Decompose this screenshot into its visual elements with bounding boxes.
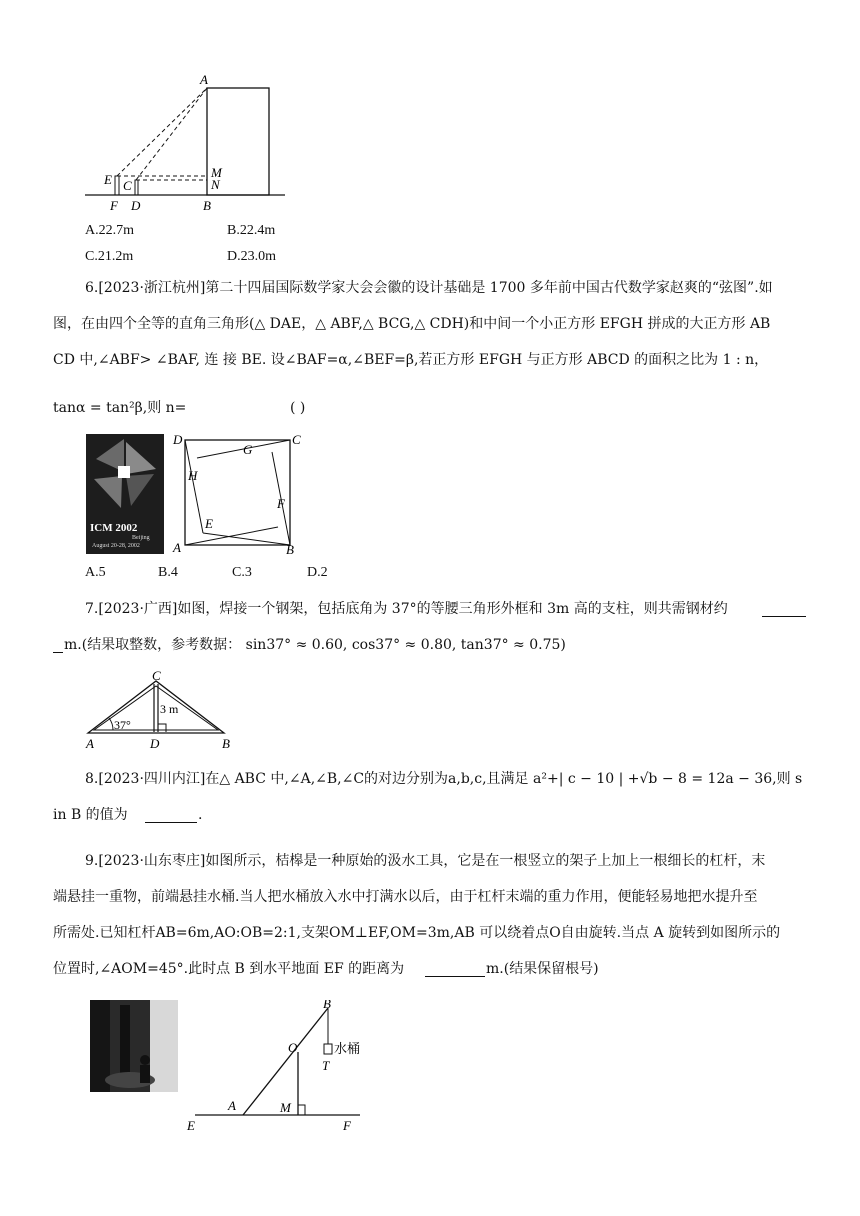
label-b: B [203, 198, 211, 213]
label-c: C [152, 668, 161, 683]
q5-option-a[interactable]: A.22.7m [85, 223, 134, 238]
label-d: D [150, 736, 160, 750]
bucket-label: 水桶 [334, 1042, 361, 1057]
q6-option-a[interactable]: A.5 [85, 565, 106, 580]
q9-text-line4-end: m.(结果保留根号) [486, 961, 599, 977]
label-a: A [200, 72, 208, 87]
q6-option-b[interactable]: B.4 [158, 565, 178, 580]
label-c: C [292, 432, 301, 447]
label-e: E [104, 172, 112, 187]
pinwheel-icon [86, 434, 164, 554]
label-b: B [286, 542, 294, 557]
logo-title: ICM 2002 [90, 522, 138, 534]
q6-option-d[interactable]: D.2 [307, 565, 328, 580]
height-label: 3 m [160, 702, 179, 716]
q7-text-line1: 7.[2023·广西]如图，焊接一个钢架，包括底角为 37°的等腰三角形外框和 3m 高的支柱，则共需钢材约 [85, 601, 728, 617]
q6-text-line1: 6.[2023·浙江杭州]第二十四届国际数学家大会会徽的设计基础是 1700 多年前中国古代数学家赵爽的“弦图”.如 [85, 280, 773, 296]
label-f: F [277, 496, 285, 511]
q9-text-line4: 位置时,∠AOM=45°.此时点 B 到水平地面 EF 的距离为 [53, 961, 405, 977]
label-d: D [131, 198, 141, 213]
q9-text-line1: 9.[2023·山东枣庄]如图所示，桔槔是一种原始的汲水工具，它是在一根竖立的架子上加上一根细长的杠杆，末 [85, 853, 766, 869]
q5-option-b[interactable]: B.22.4m [227, 223, 276, 238]
q7-answer-blank-2[interactable] [53, 651, 63, 653]
well-sweep-photo [90, 1000, 178, 1092]
label-m: M [280, 1100, 291, 1115]
well-sweep-image [90, 1000, 178, 1092]
label-m: M [211, 165, 222, 180]
label-t: T [322, 1058, 330, 1073]
q6-figure [170, 430, 310, 560]
q8-text-line2: in B 的值为 [53, 807, 128, 823]
q9-text-line2: 端悬挂一重物，前端悬挂水桶.当人把水桶放入水中打满水以后，由于杠杆末端的重力作用，便能轻易地把水提升至 [53, 889, 758, 905]
label-b: B [323, 1000, 331, 1011]
q6-answer-paren: ( ) [290, 400, 306, 416]
q6-text-line2: 图，在由四个全等的直角三角形(△ DAE，△ ABF,△ BCG,△ CDH)和中间一个小正方形 EFGH 拼成的大正方形 AB [53, 316, 771, 332]
label-f: F [343, 1118, 351, 1133]
q8-answer-blank[interactable] [145, 821, 197, 823]
q7-figure [80, 668, 250, 750]
label-h: H [188, 468, 198, 483]
q9-answer-blank[interactable] [425, 975, 485, 977]
logo-city: Beijing [132, 535, 150, 541]
q6-option-c[interactable]: C.3 [232, 565, 252, 580]
label-d: D [173, 432, 183, 447]
q9-text-line3: 所需处.已知杠杆AB=6m,AO:OB=2:1,支架OM⊥EF,OM=3m,AB 可以绕着点O自由旋转.当点 A 旋转到如图所示的 [53, 925, 781, 941]
angle-label: 37° [114, 718, 131, 732]
q5-figure [85, 70, 285, 215]
q9-figure [185, 1000, 365, 1135]
label-f: F [110, 198, 118, 213]
q6-text-line3: CD 中,∠ABF> ∠BAF, 连 接 BE. 设∠BAF=α,∠BEF=β,若正方形 EFGH 与正方形 ABCD 的面积之比为 1 : n， [53, 352, 769, 368]
q5-option-c[interactable]: C.21.2m [85, 249, 134, 264]
label-e: E [187, 1118, 195, 1133]
label-c: C [123, 178, 132, 193]
icm-2002-logo [86, 434, 164, 554]
label-o: O [288, 1040, 298, 1055]
q8-text-line1: 8.[2023·四川内江]在△ ABC 中,∠A,∠B,∠C的对边分别为a,b,c,且满足 a²+| c − 10 | +√b − 8 = 12a − 36,则 s [85, 771, 803, 787]
q6-text-line4: tanα = tan²β,则 n= [53, 400, 187, 416]
label-a: A [86, 736, 94, 750]
q7-text-line2: m.(结果取整数，参考数据： sin37° ≈ 0.60, cos37° ≈ 0.80, tan37° ≈ 0.75) [64, 637, 566, 653]
label-b: B [222, 736, 230, 750]
q8-period: . [198, 807, 203, 823]
label-a: A [228, 1098, 236, 1113]
label-e: E [205, 516, 213, 531]
label-n: N [211, 177, 220, 192]
q5-option-d[interactable]: D.23.0m [227, 249, 276, 264]
logo-dates: August 20-28, 2002 [92, 543, 140, 549]
label-g: G [243, 442, 253, 457]
label-a: A [173, 540, 181, 555]
q7-answer-blank-1[interactable] [762, 615, 806, 617]
